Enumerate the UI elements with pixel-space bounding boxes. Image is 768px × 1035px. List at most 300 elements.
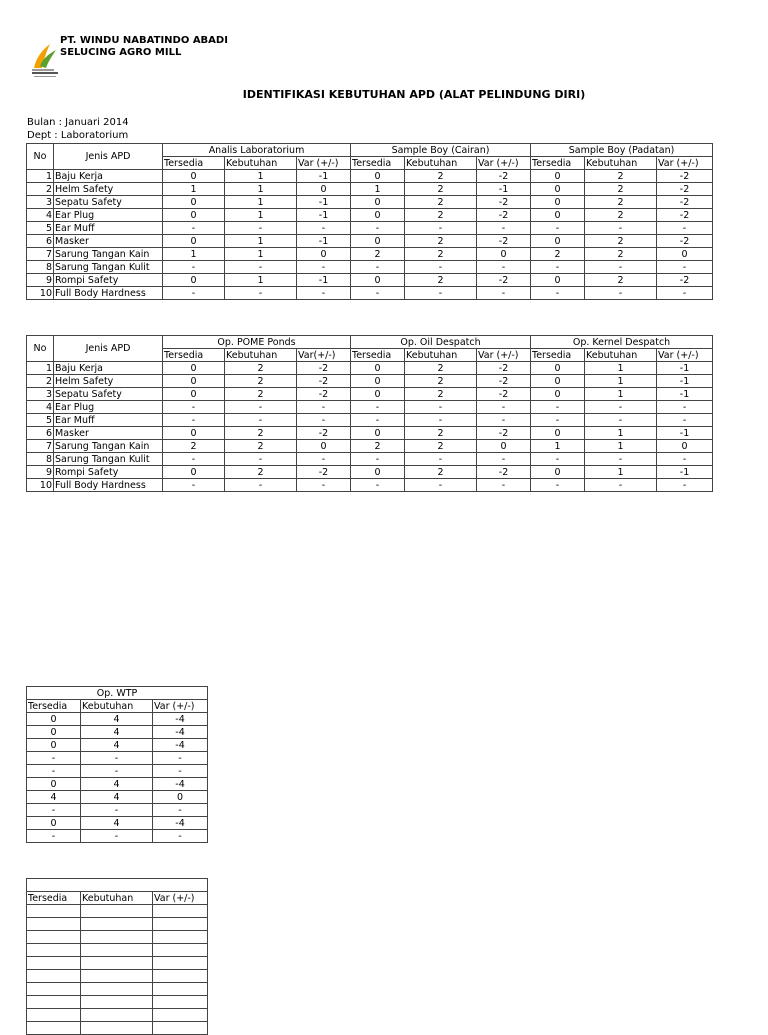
header-var: Var (+/-) bbox=[477, 157, 531, 170]
table-cell: -2 bbox=[297, 466, 351, 479]
row-number: 3 bbox=[27, 388, 54, 401]
header-kebutuhan: Kebutuhan bbox=[225, 349, 297, 362]
header-tersedia: Tersedia bbox=[531, 157, 585, 170]
table-cell: 4 bbox=[81, 817, 153, 830]
table-row bbox=[27, 196, 713, 209]
table-cell: - bbox=[27, 830, 81, 843]
table-body bbox=[27, 713, 208, 843]
table-cell: - bbox=[531, 401, 585, 414]
table-cell: 2 bbox=[405, 375, 477, 388]
table-cell: -2 bbox=[657, 209, 713, 222]
table-cell: - bbox=[405, 414, 477, 427]
table-cell: 2 bbox=[585, 248, 657, 261]
table-cell: -4 bbox=[153, 726, 208, 739]
table-cell: - bbox=[585, 414, 657, 427]
table-cell: 2 bbox=[225, 388, 297, 401]
table-cell: - bbox=[27, 804, 81, 817]
row-number: 7 bbox=[27, 440, 54, 453]
header-tersedia: Tersedia bbox=[27, 700, 81, 713]
table-row bbox=[27, 235, 713, 248]
row-number: 1 bbox=[27, 362, 54, 375]
table-cell: 1 bbox=[585, 466, 657, 479]
table-row bbox=[27, 401, 713, 414]
header-jenis-apd: Jenis APD bbox=[54, 336, 163, 362]
table-cell: -1 bbox=[477, 183, 531, 196]
header-var: Var (+/-) bbox=[297, 157, 351, 170]
table-cell: - bbox=[585, 401, 657, 414]
table-cell: - bbox=[585, 453, 657, 466]
document-title: IDENTIFIKASI KEBUTUHAN APD (ALAT PELINDUNG DIRI) bbox=[242, 88, 586, 101]
row-number: 9 bbox=[27, 466, 54, 479]
table-cell: -2 bbox=[297, 427, 351, 440]
table-cell: 0 bbox=[163, 375, 225, 388]
table-row bbox=[27, 944, 208, 957]
table-cell: 0 bbox=[477, 248, 531, 261]
table-cell: -2 bbox=[477, 209, 531, 222]
table-cell: 0 bbox=[351, 388, 405, 401]
row-number: 7 bbox=[27, 248, 54, 261]
header-kebutuhan: Kebutuhan bbox=[405, 157, 477, 170]
table-cell bbox=[27, 1009, 81, 1022]
table-cell: - bbox=[657, 453, 713, 466]
table-row bbox=[27, 466, 713, 479]
table-row bbox=[27, 274, 713, 287]
table-row bbox=[27, 957, 208, 970]
table-cell: - bbox=[531, 479, 585, 492]
table-cell: - bbox=[225, 261, 297, 274]
table-cell: - bbox=[81, 804, 153, 817]
table-cell: - bbox=[477, 222, 531, 235]
row-number: 5 bbox=[27, 414, 54, 427]
group-header: Op. WTP bbox=[27, 687, 208, 700]
header-tersedia: Tersedia bbox=[163, 349, 225, 362]
table-cell bbox=[27, 905, 81, 918]
table-cell: - bbox=[163, 479, 225, 492]
company-name bbox=[60, 35, 228, 59]
header-jenis-apd: Jenis APD bbox=[54, 144, 163, 170]
table-row bbox=[27, 209, 713, 222]
table-row bbox=[27, 261, 713, 274]
apd-name: Ear Muff bbox=[54, 222, 163, 235]
table-cell: 2 bbox=[163, 440, 225, 453]
table-cell: 2 bbox=[351, 248, 405, 261]
table-cell: 0 bbox=[27, 713, 81, 726]
table-cell bbox=[153, 918, 208, 931]
table-cell: - bbox=[297, 453, 351, 466]
table-cell: 2 bbox=[405, 248, 477, 261]
table-cell: 0 bbox=[153, 791, 208, 804]
table-cell: 0 bbox=[531, 427, 585, 440]
table-cell: - bbox=[297, 401, 351, 414]
table-cell bbox=[153, 983, 208, 996]
table-cell: -1 bbox=[657, 466, 713, 479]
table-cell: - bbox=[163, 453, 225, 466]
table-cell: 0 bbox=[163, 362, 225, 375]
table-cell: 2 bbox=[405, 427, 477, 440]
table-cell: - bbox=[163, 414, 225, 427]
table-cell: - bbox=[657, 261, 713, 274]
table-cell: -1 bbox=[297, 196, 351, 209]
table-cell: -1 bbox=[657, 388, 713, 401]
table-cell: 4 bbox=[81, 739, 153, 752]
table-cell: 2 bbox=[531, 248, 585, 261]
table-cell: 0 bbox=[531, 196, 585, 209]
group-header: Sample Boy (Padatan) bbox=[531, 144, 713, 157]
table-cell: 4 bbox=[81, 713, 153, 726]
table-cell: - bbox=[153, 830, 208, 843]
table-cell bbox=[153, 1022, 208, 1035]
table-cell bbox=[153, 905, 208, 918]
table-cell: - bbox=[81, 752, 153, 765]
table-cell: 0 bbox=[531, 466, 585, 479]
table-cell: 2 bbox=[585, 209, 657, 222]
table-cell: - bbox=[351, 479, 405, 492]
table-cell: 0 bbox=[531, 235, 585, 248]
table-cell: - bbox=[405, 453, 477, 466]
table-row bbox=[27, 427, 713, 440]
table-cell: 1 bbox=[225, 274, 297, 287]
row-number: 6 bbox=[27, 235, 54, 248]
table-cell: 2 bbox=[405, 362, 477, 375]
table-cell: 0 bbox=[657, 440, 713, 453]
table-body bbox=[27, 170, 713, 300]
table-row bbox=[27, 453, 713, 466]
table-cell: 2 bbox=[405, 440, 477, 453]
table-cell: - bbox=[163, 401, 225, 414]
table-cell: -1 bbox=[657, 427, 713, 440]
apd-name: Masker bbox=[54, 235, 163, 248]
table-cell: 1 bbox=[225, 235, 297, 248]
header-kebutuhan: Kebutuhan bbox=[225, 157, 297, 170]
table-cell: -1 bbox=[657, 375, 713, 388]
header-tersedia: Tersedia bbox=[531, 349, 585, 362]
table-cell bbox=[81, 1022, 153, 1035]
table-cell: 1 bbox=[585, 362, 657, 375]
table-cell: - bbox=[405, 287, 477, 300]
table-cell bbox=[27, 931, 81, 944]
table-cell: 1 bbox=[585, 440, 657, 453]
row-number: 4 bbox=[27, 401, 54, 414]
table-row bbox=[27, 752, 208, 765]
row-number: 8 bbox=[27, 261, 54, 274]
header-tersedia: Tersedia bbox=[163, 157, 225, 170]
table-cell: - bbox=[351, 222, 405, 235]
table-cell: 0 bbox=[27, 739, 81, 752]
table-row bbox=[27, 905, 208, 918]
table-cell bbox=[27, 944, 81, 957]
table-cell: 4 bbox=[27, 791, 81, 804]
table-row bbox=[27, 479, 713, 492]
table-cell: 4 bbox=[81, 726, 153, 739]
apd-name: Ear Muff bbox=[54, 414, 163, 427]
table-row bbox=[27, 170, 713, 183]
table-cell bbox=[27, 1022, 81, 1035]
row-number: 1 bbox=[27, 170, 54, 183]
table-cell: 2 bbox=[405, 170, 477, 183]
table-cell: - bbox=[225, 453, 297, 466]
table-cell: 0 bbox=[27, 817, 81, 830]
table-cell bbox=[27, 918, 81, 931]
table-row bbox=[27, 739, 208, 752]
apd-name: Rompi Safety bbox=[54, 274, 163, 287]
table-cell: -2 bbox=[477, 375, 531, 388]
table-cell: -2 bbox=[477, 427, 531, 440]
table-cell: - bbox=[585, 479, 657, 492]
table-row bbox=[27, 970, 208, 983]
table-row bbox=[27, 1022, 208, 1035]
table-cell bbox=[153, 1009, 208, 1022]
apd-table-2 bbox=[26, 335, 713, 492]
table-cell: 0 bbox=[163, 196, 225, 209]
table-row bbox=[27, 388, 713, 401]
table-row bbox=[27, 726, 208, 739]
table-row bbox=[27, 765, 208, 778]
table-cell: 2 bbox=[405, 274, 477, 287]
table-cell: - bbox=[531, 222, 585, 235]
table-cell: 0 bbox=[657, 248, 713, 261]
row-number: 3 bbox=[27, 196, 54, 209]
table-cell: 0 bbox=[351, 235, 405, 248]
table-cell: - bbox=[81, 830, 153, 843]
table-cell: -2 bbox=[477, 274, 531, 287]
table-cell: -4 bbox=[153, 817, 208, 830]
table-cell bbox=[81, 944, 153, 957]
table-cell: 0 bbox=[531, 375, 585, 388]
table-row bbox=[27, 183, 713, 196]
table-cell: -2 bbox=[657, 170, 713, 183]
table-row bbox=[27, 931, 208, 944]
table-cell: 0 bbox=[477, 440, 531, 453]
table-cell: - bbox=[405, 401, 477, 414]
table-cell: 0 bbox=[163, 209, 225, 222]
table-cell: 2 bbox=[585, 235, 657, 248]
table-cell: - bbox=[477, 401, 531, 414]
table-cell: 0 bbox=[531, 183, 585, 196]
table-cell bbox=[81, 1009, 153, 1022]
table-cell: - bbox=[27, 752, 81, 765]
table-cell bbox=[81, 996, 153, 1009]
header-no: No bbox=[27, 144, 54, 170]
row-number: 8 bbox=[27, 453, 54, 466]
header-tersedia: Tersedia bbox=[351, 157, 405, 170]
group-header: Op. POME Ponds bbox=[163, 336, 351, 349]
apd-name: Baju Kerja bbox=[54, 170, 163, 183]
table-cell: - bbox=[163, 287, 225, 300]
table-cell: 2 bbox=[585, 183, 657, 196]
apd-name: Sepatu Safety bbox=[54, 388, 163, 401]
table-cell: - bbox=[81, 765, 153, 778]
table-cell: - bbox=[585, 261, 657, 274]
table-row bbox=[27, 791, 208, 804]
table-cell bbox=[27, 996, 81, 1009]
table-row bbox=[27, 375, 713, 388]
table-cell: 0 bbox=[351, 362, 405, 375]
table-cell: 1 bbox=[225, 248, 297, 261]
apd-name: Ear Plug bbox=[54, 209, 163, 222]
table-cell: 2 bbox=[225, 375, 297, 388]
row-number: 2 bbox=[27, 183, 54, 196]
table-cell bbox=[27, 957, 81, 970]
table-cell: -2 bbox=[297, 388, 351, 401]
apd-name: Sarung Tangan Kain bbox=[54, 440, 163, 453]
table-cell: - bbox=[225, 479, 297, 492]
table-cell: 2 bbox=[225, 362, 297, 375]
table-cell: 1 bbox=[531, 440, 585, 453]
table-cell: 1 bbox=[351, 183, 405, 196]
table-cell: 2 bbox=[405, 183, 477, 196]
table-cell: - bbox=[531, 414, 585, 427]
table-cell: 2 bbox=[585, 274, 657, 287]
table-cell: -1 bbox=[657, 362, 713, 375]
table-cell: 2 bbox=[405, 466, 477, 479]
apd-name: Rompi Safety bbox=[54, 466, 163, 479]
table-cell: 1 bbox=[163, 248, 225, 261]
header-kebutuhan: Kebutuhan bbox=[585, 157, 657, 170]
table-cell: 0 bbox=[351, 170, 405, 183]
table-cell: 0 bbox=[351, 375, 405, 388]
table-cell: 4 bbox=[81, 791, 153, 804]
table-cell: 0 bbox=[27, 726, 81, 739]
table-cell: 0 bbox=[163, 466, 225, 479]
header-var: Var (+/-) bbox=[657, 349, 713, 362]
table-cell: - bbox=[531, 261, 585, 274]
table-cell: 2 bbox=[405, 388, 477, 401]
group-header: Op. Kernel Despatch bbox=[531, 336, 713, 349]
table-cell: 0 bbox=[163, 170, 225, 183]
apd-name: Sepatu Safety bbox=[54, 196, 163, 209]
table-cell bbox=[153, 957, 208, 970]
apd-name: Baju Kerja bbox=[54, 362, 163, 375]
table-cell: - bbox=[351, 401, 405, 414]
table-cell: 2 bbox=[225, 427, 297, 440]
table-cell: 2 bbox=[405, 196, 477, 209]
table-cell: - bbox=[477, 261, 531, 274]
table-cell: 1 bbox=[225, 209, 297, 222]
row-number: 10 bbox=[27, 287, 54, 300]
department-label: Dept : Laboratorium bbox=[27, 130, 129, 141]
apd-name: Helm Safety bbox=[54, 183, 163, 196]
table-cell: - bbox=[297, 287, 351, 300]
header-no: No bbox=[27, 336, 54, 362]
table-cell: -2 bbox=[477, 235, 531, 248]
group-header bbox=[27, 879, 208, 892]
table-cell: 0 bbox=[297, 440, 351, 453]
table-cell: 0 bbox=[351, 466, 405, 479]
table-cell: 0 bbox=[531, 362, 585, 375]
table-cell: - bbox=[657, 479, 713, 492]
table-cell bbox=[81, 918, 153, 931]
table-cell: 2 bbox=[585, 170, 657, 183]
table-cell: - bbox=[297, 414, 351, 427]
table-cell: - bbox=[657, 414, 713, 427]
group-header: Op. Oil Despatch bbox=[351, 336, 531, 349]
table-cell: - bbox=[351, 414, 405, 427]
table-cell: 0 bbox=[531, 274, 585, 287]
row-number: 10 bbox=[27, 479, 54, 492]
table-cell: 0 bbox=[163, 274, 225, 287]
table-row bbox=[27, 440, 713, 453]
table-cell: -2 bbox=[477, 170, 531, 183]
table-cell: 0 bbox=[297, 183, 351, 196]
table-cell: - bbox=[477, 414, 531, 427]
table-cell: 1 bbox=[163, 183, 225, 196]
table-cell: 1 bbox=[225, 183, 297, 196]
header-kebutuhan: Kebutuhan bbox=[81, 892, 153, 905]
table-row bbox=[27, 804, 208, 817]
table-cell: - bbox=[477, 287, 531, 300]
table-cell: - bbox=[531, 287, 585, 300]
table-cell: - bbox=[225, 414, 297, 427]
table-cell: 0 bbox=[531, 388, 585, 401]
table-cell: - bbox=[27, 765, 81, 778]
table-cell: - bbox=[657, 287, 713, 300]
table-cell: - bbox=[657, 401, 713, 414]
table-cell: - bbox=[163, 261, 225, 274]
table-cell bbox=[153, 996, 208, 1009]
row-number: 9 bbox=[27, 274, 54, 287]
table-cell: -1 bbox=[297, 170, 351, 183]
table-cell bbox=[81, 983, 153, 996]
table-cell bbox=[81, 957, 153, 970]
table-cell: 0 bbox=[531, 209, 585, 222]
apd-name: Helm Safety bbox=[54, 375, 163, 388]
table-cell: -2 bbox=[297, 375, 351, 388]
table-cell: 0 bbox=[163, 388, 225, 401]
table-cell: 2 bbox=[405, 235, 477, 248]
table-cell bbox=[153, 944, 208, 957]
company-line2: SELUCING AGRO MILL bbox=[60, 47, 182, 58]
table-cell: -2 bbox=[657, 196, 713, 209]
table-cell: - bbox=[153, 765, 208, 778]
table-cell: 0 bbox=[351, 427, 405, 440]
apd-name: Sarung Tangan Kulit bbox=[54, 261, 163, 274]
table-cell: -4 bbox=[153, 713, 208, 726]
table-cell: - bbox=[477, 479, 531, 492]
table-cell: 0 bbox=[351, 209, 405, 222]
table-cell: - bbox=[585, 287, 657, 300]
table-row bbox=[27, 222, 713, 235]
table-cell: -4 bbox=[153, 778, 208, 791]
table-cell: 2 bbox=[225, 440, 297, 453]
row-number: 2 bbox=[27, 375, 54, 388]
table-cell: - bbox=[405, 222, 477, 235]
table-cell: - bbox=[657, 222, 713, 235]
table-cell: -2 bbox=[657, 235, 713, 248]
header-var: Var (+/-) bbox=[153, 700, 208, 713]
table-row bbox=[27, 1009, 208, 1022]
table-cell: - bbox=[153, 804, 208, 817]
table-cell: 4 bbox=[81, 778, 153, 791]
table-cell: 0 bbox=[351, 274, 405, 287]
table-cell: -2 bbox=[477, 196, 531, 209]
table-row bbox=[27, 918, 208, 931]
table-cell: 2 bbox=[351, 440, 405, 453]
table-cell: 2 bbox=[585, 196, 657, 209]
header-var: Var (+/-) bbox=[153, 892, 208, 905]
table-cell bbox=[153, 970, 208, 983]
table-body bbox=[27, 362, 713, 492]
apd-name: Sarung Tangan Kain bbox=[54, 248, 163, 261]
table-cell: - bbox=[585, 222, 657, 235]
table-cell: 0 bbox=[27, 778, 81, 791]
table-cell: - bbox=[405, 479, 477, 492]
row-number: 6 bbox=[27, 427, 54, 440]
table-row bbox=[27, 362, 713, 375]
table-cell: 1 bbox=[585, 375, 657, 388]
table-cell: - bbox=[163, 222, 225, 235]
table-row bbox=[27, 996, 208, 1009]
table-row bbox=[27, 830, 208, 843]
